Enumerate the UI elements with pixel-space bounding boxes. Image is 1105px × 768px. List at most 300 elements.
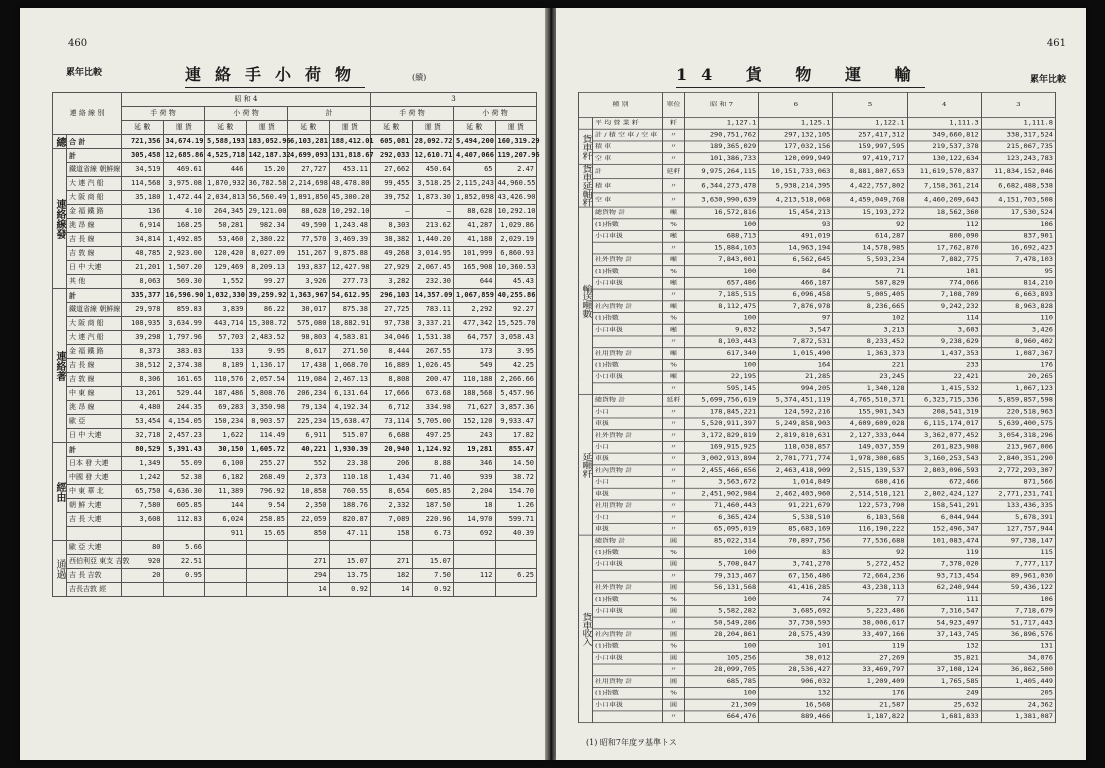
table-cell: 644	[454, 275, 496, 289]
table-cell: 116,190,222	[833, 523, 907, 535]
row-unit: 〃	[663, 512, 685, 524]
table-cell: 257,417,312	[833, 129, 907, 141]
row-label: 大 阪 商 船	[67, 317, 122, 331]
table-cell: 45.43	[495, 275, 537, 289]
row-unit: 〃	[663, 179, 685, 193]
row-label: 朝 鮮 大連	[67, 499, 122, 513]
table-cell: 1,111.8	[981, 118, 1055, 130]
table-cell: 15.65	[246, 527, 288, 541]
row-unit: 噸	[663, 254, 685, 266]
row-label	[593, 383, 663, 395]
table-cell: 100	[685, 266, 759, 278]
table-cell: 8.88	[412, 457, 454, 471]
table-cell: 920	[122, 555, 164, 569]
table-cell: 15,525.70	[495, 317, 537, 331]
table-cell: 41,416,285	[759, 582, 833, 594]
row-label: 小口	[593, 512, 663, 524]
table-cell: 98,803	[288, 331, 330, 345]
table-cell: 52.38	[163, 471, 205, 485]
row-unit: 噸	[663, 301, 685, 313]
table-cell: 859.83	[163, 303, 205, 317]
table-cell: 34,814	[122, 233, 164, 247]
table-cell: 168.25	[163, 219, 205, 233]
row-unit: 〃	[663, 193, 685, 207]
table-cell: 1,472.44	[163, 191, 205, 205]
row-unit: 噸	[663, 348, 685, 360]
sub-header: 延 數	[205, 121, 247, 135]
table-cell: 22,195	[685, 371, 759, 383]
table-cell: 85,683,169	[759, 523, 833, 535]
table-cell: 44,960.55	[495, 177, 537, 191]
sub-header: 延 數	[454, 121, 496, 135]
table-cell: 225,234	[288, 415, 330, 429]
row-label: 計	[67, 443, 122, 457]
table-cell: 4,609,609,028	[833, 418, 907, 430]
table-cell: 22.51	[163, 555, 205, 569]
row-unit: 〃	[663, 477, 685, 489]
table-cell: 28,092.72	[412, 135, 454, 149]
table-cell: 20	[122, 569, 164, 583]
table-cell: 8,881,807,653	[833, 164, 907, 178]
table-cell: 118,038,857	[759, 441, 833, 453]
table-row	[53, 177, 537, 191]
table-cell: 110	[981, 313, 1055, 325]
table-cell: 17.82	[495, 429, 537, 443]
row-label: 吉 敦 線	[67, 247, 122, 261]
col-kind: 種 別	[579, 92, 663, 117]
table-cell: 49,268	[371, 247, 413, 261]
row-unit: %	[663, 313, 685, 325]
table-row	[53, 345, 537, 359]
table-cell: 144	[205, 499, 247, 513]
table-cell: 7,777,117	[981, 559, 1055, 571]
table-cell: 5,588,193	[205, 135, 247, 149]
table-cell: 120,420	[205, 247, 247, 261]
table-cell: 120,099,949	[759, 153, 833, 165]
table-cell: 13.75	[329, 569, 371, 583]
table-cell: 334.98	[412, 401, 454, 415]
table-row	[579, 430, 1056, 442]
year-header: 3	[371, 93, 537, 107]
table-cell: 7,843,001	[685, 254, 759, 266]
table-cell: 206,234	[288, 387, 330, 401]
table-cell: 1,363,967	[288, 289, 330, 303]
table-row	[579, 301, 1056, 313]
table-row	[579, 383, 1056, 395]
table-cell: 5,538,510	[759, 512, 833, 524]
table-cell: 65	[454, 163, 496, 177]
table-cell: 89,961,030	[981, 570, 1055, 582]
table-row	[579, 699, 1056, 711]
table-cell: 36,862,500	[981, 664, 1055, 676]
table-cell: 49,590	[288, 219, 330, 233]
table-cell: 10,360.53	[495, 261, 537, 275]
table-cell: 8,063	[122, 275, 164, 289]
table-cell: 65,095,019	[685, 523, 759, 535]
table-cell: 3,350.98	[246, 401, 288, 415]
row-label: (1)指數	[593, 594, 663, 606]
table-cell: 12,427.98	[329, 261, 371, 275]
table-cell: 2.47	[495, 163, 537, 177]
table-cell: 2,380.22	[246, 233, 288, 247]
row-label: 西伯利亞 東支 吉敦	[67, 555, 122, 569]
table-cell: 2,514,518,121	[833, 488, 907, 500]
table-row	[579, 231, 1056, 243]
table-cell: 349,660,812	[907, 129, 981, 141]
table-cell: 760.55	[329, 485, 371, 499]
table-cell: 1,363,373	[833, 348, 907, 360]
table-cell: 1,032,330	[205, 289, 247, 303]
table-cell: 4,636.30	[163, 485, 205, 499]
row-label: 大 連 汽 船	[67, 177, 122, 191]
table-cell: 16,889	[371, 359, 413, 373]
table-cell: 11,389	[205, 485, 247, 499]
table-cell: 47.11	[329, 527, 371, 541]
table-cell: 183,052.96	[246, 135, 288, 149]
table-cell: 15,193,272	[833, 207, 907, 219]
table-cell: 119,084	[288, 373, 330, 387]
table-cell: 27,269	[833, 652, 907, 664]
table-cell: 159,997,595	[833, 141, 907, 153]
table-cell: 6,096,458	[759, 289, 833, 301]
table-cell: 1,873.30	[412, 191, 454, 205]
row-unit: 〃	[663, 129, 685, 141]
table-cell: 37,143,745	[907, 629, 981, 641]
row-group-label: 延噸粁	[579, 395, 593, 536]
table-cell: 14,578,985	[833, 242, 907, 254]
table-cell: 40,221	[288, 443, 330, 457]
row-label: (1)指數	[593, 547, 663, 559]
table-cell: 5,494,200	[454, 135, 496, 149]
row-group-label: 貨車延軸粁	[580, 164, 591, 207]
table-row	[579, 441, 1056, 453]
table-cell: 18,882.91	[329, 317, 371, 331]
table-cell: 5,374,451,119	[759, 395, 833, 407]
table-cell: 2,350	[288, 499, 330, 513]
table-cell	[454, 541, 496, 555]
table-cell: 100	[685, 359, 759, 371]
table-row	[579, 129, 1056, 141]
table-cell: 110,576	[205, 373, 247, 387]
table-row	[579, 465, 1056, 477]
row-unit: 〃	[663, 453, 685, 465]
table-cell: 73,114	[371, 415, 413, 429]
table-cell: 77,536,688	[833, 535, 907, 547]
table-row	[579, 164, 1056, 178]
table-row	[579, 570, 1056, 582]
row-label	[593, 336, 663, 348]
table-cell: 1,552	[205, 275, 247, 289]
table-cell: 466,187	[759, 277, 833, 289]
page-number: 461	[1046, 38, 1066, 49]
table-cell: 3,685,692	[759, 605, 833, 617]
sub-header: 運 貨	[329, 121, 371, 135]
table-cell: 70,897,756	[759, 535, 833, 547]
table-cell: 14	[371, 583, 413, 597]
table-cell: 11,834,152,046	[981, 164, 1055, 178]
table-row	[53, 247, 537, 261]
table-cell: 7,718,679	[981, 605, 1055, 617]
table-cell: 14,357.09	[412, 289, 454, 303]
table-cell: 5,708,847	[685, 559, 759, 571]
row-unit: %	[663, 359, 685, 371]
table-cell: 10,292.10	[329, 205, 371, 219]
sub-header: 延 數	[371, 121, 413, 135]
table-cell: 18	[454, 499, 496, 513]
table-cell: 8,654	[371, 485, 413, 499]
table-cell: 71,627	[454, 401, 496, 415]
table-cell: 22,059	[288, 513, 330, 527]
table-cell: 15,884,103	[685, 242, 759, 254]
table-cell: 850	[288, 527, 330, 541]
table-row	[579, 179, 1056, 193]
table-cell	[163, 583, 205, 597]
table-cell: 529.44	[163, 387, 205, 401]
table-cell: 14.50	[495, 457, 537, 471]
table-cell: 2,462,403,960	[759, 488, 833, 500]
table-row	[53, 471, 537, 485]
row-unit: 噸	[663, 231, 685, 243]
row-unit: 〃	[663, 336, 685, 348]
row-unit: %	[663, 219, 685, 231]
table-cell: 54,923,497	[907, 617, 981, 629]
table-cell: 6,115,174,017	[907, 418, 981, 430]
table-cell: 1,437,353	[907, 348, 981, 360]
table-cell: 37,730,593	[759, 617, 833, 629]
table-cell: 7.50	[412, 569, 454, 583]
table-cell: 124,592,216	[759, 406, 833, 418]
table-cell: 25,632	[907, 699, 981, 711]
table-cell: 6,365,424	[685, 512, 759, 524]
sub-header: 運 貨	[246, 121, 288, 135]
row-label: 吉 長 線	[67, 359, 122, 373]
row-label: 小口車扱	[593, 699, 663, 711]
table-cell	[454, 555, 496, 569]
table-cell: 6,100	[205, 457, 247, 471]
table-cell	[163, 527, 205, 541]
table-cell: 6,682,488,538	[981, 179, 1055, 193]
table-cell: 77	[833, 594, 907, 606]
table-cell: 71,460,443	[685, 500, 759, 512]
table-cell: 443,714	[205, 317, 247, 331]
row-unit: 〃	[663, 289, 685, 301]
table-cell: 587,829	[833, 277, 907, 289]
table-cell: 5,593,234	[833, 254, 907, 266]
row-label: 歐 亞	[67, 415, 122, 429]
table-cell: 88,628	[454, 205, 496, 219]
table-cell: 8,303	[371, 219, 413, 233]
table-cell: 65,750	[122, 485, 164, 499]
row-label: 社外貨物 計	[593, 582, 663, 594]
year-header: 5	[833, 92, 907, 117]
table-cell: 36,782.58	[246, 177, 288, 191]
table-cell: 267.55	[412, 345, 454, 359]
row-label: 社用貨物 計	[593, 676, 663, 688]
row-label	[67, 527, 122, 541]
table-cell: 151,267	[288, 247, 330, 261]
table-cell: 2,034,813	[205, 191, 247, 205]
table-row	[53, 219, 537, 233]
table-cell: 35,180	[122, 191, 164, 205]
row-label: 小口車扱	[593, 652, 663, 664]
table-cell: 6,712	[371, 401, 413, 415]
table-cell: 292,033	[371, 149, 413, 163]
table-cell: 1,622	[205, 429, 247, 443]
col-group-label: 連 絡 線 別	[53, 93, 122, 135]
row-label: 大 連 汽 船	[67, 331, 122, 345]
table-cell	[205, 583, 247, 597]
table-row	[53, 583, 537, 597]
table-cell: 93	[759, 219, 833, 231]
side-label: 累年比較	[1029, 75, 1066, 85]
table-row	[579, 652, 1056, 664]
row-unit: 噸	[663, 324, 685, 336]
table-cell: 72,664,236	[833, 570, 907, 582]
table-cell: 3,839	[205, 303, 247, 317]
table-cell: 99.27	[246, 275, 288, 289]
row-label: 空 車	[593, 193, 663, 207]
table-cell: 18,562,360	[907, 207, 981, 219]
table-cell: 6,131.64	[329, 387, 371, 401]
table-cell: 4,192.34	[329, 401, 371, 415]
table-cell: 41,188	[454, 233, 496, 247]
table-cell: 10,858	[288, 485, 330, 499]
row-label: (1)指數	[593, 219, 663, 231]
table-cell: 114.49	[246, 429, 288, 443]
table-cell: 575,080	[288, 317, 330, 331]
row-unit: 〃	[663, 418, 685, 430]
table-cell: 165,908	[454, 261, 496, 275]
table-row	[579, 418, 1056, 430]
row-unit: 圓	[663, 535, 685, 547]
row-label: 中 東 華 北	[67, 485, 122, 499]
row-unit: 圓	[663, 629, 685, 641]
row-unit: 〃	[663, 711, 685, 723]
row-label: 中 東 線	[67, 387, 122, 401]
table-cell: 6.73	[412, 527, 454, 541]
table-cell: 4,699,093	[288, 149, 330, 163]
table-cell: 4,525,718	[205, 149, 247, 163]
table-cell: 8,236,665	[833, 301, 907, 313]
table-cell: 200.47	[412, 373, 454, 387]
table-cell: 9.54	[246, 499, 288, 513]
table-cell: 6,182	[205, 471, 247, 485]
table-cell: 982.34	[246, 219, 288, 233]
table-cell: 672,466	[907, 477, 981, 489]
table-row	[53, 569, 537, 583]
table-cell: 673.68	[412, 387, 454, 401]
table-cell: 220.96	[412, 513, 454, 527]
table-cell: 8,960,402	[981, 336, 1055, 348]
table-cell: 1,349	[122, 457, 164, 471]
table-cell: 152,120	[454, 415, 496, 429]
table-cell: 20,940	[371, 443, 413, 457]
table-cell: 1,930.39	[329, 443, 371, 457]
table-cell: 97,419,717	[833, 153, 907, 165]
table-cell: 7,478,103	[981, 254, 1055, 266]
table-cell: 193,837	[288, 261, 330, 275]
table-cell: 796.92	[246, 485, 288, 499]
table-row	[53, 541, 537, 555]
row-label	[593, 289, 663, 301]
table-cell: 95	[981, 266, 1055, 278]
row-label: 中國 發 大連	[67, 471, 122, 485]
table-cell: 187,486	[205, 387, 247, 401]
table-cell: 38,512	[122, 359, 164, 373]
table-cell: 8,808	[371, 373, 413, 387]
table-cell: 6,323,715,336	[907, 395, 981, 407]
table-cell: 50,549,286	[685, 617, 759, 629]
table-cell: 164	[759, 359, 833, 371]
table-cell: 22,421	[907, 371, 981, 383]
table-cell: 1,681,833	[907, 711, 981, 723]
table-cell: 34,519	[122, 163, 164, 177]
table-cell: 7,872,531	[759, 336, 833, 348]
table-cell: 182	[371, 569, 413, 583]
table-row	[53, 191, 537, 205]
row-label: 大 阪 商 船	[67, 191, 122, 205]
row-unit: %	[663, 594, 685, 606]
table-cell: 105,256	[685, 652, 759, 664]
table-cell: 100	[685, 594, 759, 606]
table-cell: 4,583.81	[329, 331, 371, 345]
table-cell: 3,362,077,452	[907, 430, 981, 442]
row-label: 社內貨物 計	[593, 301, 663, 313]
table-cell: 2,457.23	[163, 429, 205, 443]
table-cell: 1,187,822	[833, 711, 907, 723]
table-cell: 2,266.66	[495, 373, 537, 387]
table-cell: 21,201	[122, 261, 164, 275]
table-cell: 4,480	[122, 401, 164, 415]
table-cell: 39,259.92	[246, 289, 288, 303]
table-cell: 244.35	[163, 401, 205, 415]
row-group-label: 貨車粁	[579, 129, 593, 164]
table-cell: 29,121.00	[246, 205, 288, 219]
table-row	[579, 676, 1056, 688]
table-row	[53, 261, 537, 275]
table-cell: 86.22	[246, 303, 288, 317]
table-cell: 1,014,849	[759, 477, 833, 489]
table-cell: 1,978,300,685	[833, 453, 907, 465]
table-cell: 38.72	[495, 471, 537, 485]
table-cell: 7,316,547	[907, 605, 981, 617]
table-cell: 346	[454, 457, 496, 471]
row-label: (1)指數	[593, 313, 663, 325]
side-label: 累年比較	[66, 68, 103, 78]
table-cell: 2,451,902,984	[685, 488, 759, 500]
table-cell: 297,132,105	[759, 129, 833, 141]
row-unit: %	[663, 687, 685, 699]
row-unit: 〃	[663, 523, 685, 535]
row-label: 吉 長 吉敦	[67, 569, 122, 583]
left-page	[20, 8, 545, 760]
row-label: 社用貨物 計	[593, 500, 663, 512]
table-cell: 2,483.52	[246, 331, 288, 345]
row-label: 車扱	[593, 488, 663, 500]
table-cell: 2,771,231,741	[981, 488, 1055, 500]
table-cell: 2,803,096,593	[907, 465, 981, 477]
table-cell: 7,378,020	[907, 559, 981, 571]
type-header: 手 荷 物	[122, 107, 205, 121]
table-cell: 1,067,123	[981, 383, 1055, 395]
table-row	[579, 406, 1056, 418]
table-cell: 5,808.76	[246, 387, 288, 401]
table-cell: 296,103	[371, 289, 413, 303]
table-cell: 38,382	[371, 233, 413, 247]
table-cell: 2,029.19	[495, 233, 537, 247]
table-row	[579, 617, 1056, 629]
table-cell: 1,242	[122, 471, 164, 485]
